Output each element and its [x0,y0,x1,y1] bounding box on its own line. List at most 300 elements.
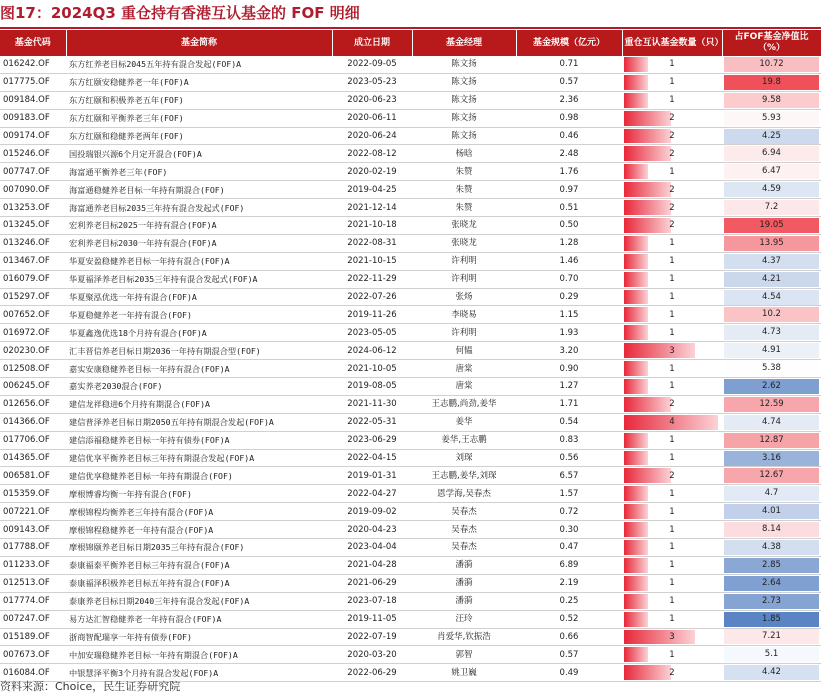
row-scale: 2.48 [516,145,622,163]
table-row [0,217,821,235]
row-count: 1 [669,453,675,464]
row-count: 4 [669,417,675,428]
row-ratio: 10.2 [724,307,819,322]
row-ratio: 4.7 [724,486,819,501]
table-row [0,503,821,521]
row-date: 2019-09-02 [332,503,412,521]
row-ratio-cell [722,646,821,664]
row-manager: 唐棠 [412,378,516,396]
row-name: 泰康福泽积极养老目标五年持有混合(FOF)A [66,574,332,592]
table-row [0,199,821,217]
row-date: 2020-06-11 [332,109,412,127]
row-name: 东方红颐和稳健养老两年(FOF) [66,127,332,145]
row-ratio: 6.94 [724,146,819,161]
row-scale: 0.56 [516,449,622,467]
row-count: 1 [669,435,675,446]
row-date: 2020-06-24 [332,127,412,145]
row-count-cell [622,360,722,378]
row-code: 007221.OF [0,503,66,521]
row-name: 建信普泽养老目标日期2050五年持有期混合发起(FOF)A [66,413,332,431]
row-count-cell [622,485,722,503]
table-row [0,485,821,503]
row-count-cell [622,306,722,324]
row-count-cell [622,73,722,91]
row-ratio-cell [722,181,821,199]
row-ratio: 4.73 [724,325,819,340]
row-ratio: 2.62 [724,379,819,394]
table-row [0,342,821,360]
row-ratio-cell [722,628,821,646]
row-count: 1 [669,524,675,535]
row-manager: 李晓易 [412,306,516,324]
row-ratio-cell [722,539,821,557]
row-ratio: 4.21 [724,272,819,287]
row-name: 中银慧泽平衡3个月持有混合发起(FOF)A [66,664,332,682]
row-code: 009174.OF [0,127,66,145]
row-scale: 1.76 [516,163,622,181]
row-count-cell [622,521,722,539]
row-code: 015297.OF [0,288,66,306]
row-count: 1 [669,649,675,660]
table-row [0,467,821,485]
header-ratio: 占FOF基金净值比（%） [722,30,821,56]
row-ratio-cell [722,664,821,682]
row-manager: 何韫 [412,342,516,360]
row-name: 浙商智配瑞享一年持有债券(FOF) [66,628,332,646]
row-count: 2 [669,148,675,159]
table-row [0,324,821,342]
row-manager: 许利明 [412,324,516,342]
row-count-cell [622,395,722,413]
row-date: 2022-07-26 [332,288,412,306]
row-ratio: 19.8 [724,75,819,90]
row-count-cell [622,664,722,682]
row-count: 1 [669,506,675,517]
row-code: 009143.OF [0,521,66,539]
row-ratio: 5.1 [724,647,819,662]
row-ratio-cell [722,109,821,127]
row-date: 2019-04-25 [332,181,412,199]
row-ratio: 4.37 [724,254,819,269]
row-manager: 姜华 [412,413,516,431]
row-ratio-cell [722,217,821,235]
row-name: 海富通养老目标2035三年持有混合发起式(FOF) [66,199,332,217]
row-count: 2 [669,470,675,481]
row-ratio: 4.54 [724,290,819,305]
row-count: 2 [669,113,675,124]
row-manager: 陈文扬 [412,91,516,109]
row-ratio: 13.95 [724,236,819,251]
row-code: 007673.OF [0,646,66,664]
row-count-cell [622,288,722,306]
row-name: 泰康福泰平衡养老目标三年持有混合(FOF)A [66,556,332,574]
row-code: 009183.OF [0,109,66,127]
row-manager: 陈文扬 [412,73,516,91]
row-count-cell [622,342,722,360]
table-row [0,556,821,574]
row-count: 1 [669,95,675,106]
row-code: 013467.OF [0,252,66,270]
table-body [0,56,821,682]
row-ratio: 2.73 [724,594,819,609]
row-ratio-cell [722,360,821,378]
row-manager: 许利明 [412,270,516,288]
row-name: 宏利养老目标2025一年持有混合(FOF)A [66,217,332,235]
row-scale: 1.93 [516,324,622,342]
row-name: 嘉实安康稳健养老目标一年持有混合(FOF)A [66,360,332,378]
row-name: 海富通稳健养老目标一年持有期混合(FOF) [66,181,332,199]
row-ratio-cell [722,503,821,521]
row-ratio: 19.05 [724,218,819,233]
row-count-cell [622,574,722,592]
row-scale: 1.71 [516,395,622,413]
row-ratio-cell [722,610,821,628]
row-name: 东方红颐和积极养老五年(FOF) [66,91,332,109]
row-name: 易方达汇智稳健养老一年持有混合(FOF)A [66,610,332,628]
row-manager: 潘漪 [412,574,516,592]
row-scale: 3.20 [516,342,622,360]
row-code: 012508.OF [0,360,66,378]
source-note: 资料来源：Choice，民生证券研究院 [0,680,181,693]
row-ratio-cell [722,467,821,485]
table-row [0,163,821,181]
row-date: 2022-09-05 [332,56,412,73]
row-manager: 杨晗 [412,145,516,163]
row-name: 建信优享稳健养老目标一年持有期混合(FOF) [66,467,332,485]
row-count: 1 [669,578,675,589]
table-row [0,628,821,646]
row-ratio-cell [722,145,821,163]
row-ratio: 6.47 [724,164,819,179]
row-ratio-cell [722,199,821,217]
row-count: 2 [669,220,675,231]
row-ratio-cell [722,485,821,503]
row-manager: 潘漪 [412,592,516,610]
row-code: 017774.OF [0,592,66,610]
row-ratio: 4.74 [724,415,819,430]
row-count: 1 [669,59,675,70]
row-count-cell [622,270,722,288]
row-count-cell [622,145,722,163]
row-code: 009184.OF [0,91,66,109]
row-count-cell [622,56,722,73]
row-code: 015246.OF [0,145,66,163]
row-count-cell [622,91,722,109]
row-code: 017788.OF [0,539,66,557]
row-date: 2023-05-23 [332,73,412,91]
row-code: 007247.OF [0,610,66,628]
row-manager: 王志鹏,姜华,刘琛 [412,467,516,485]
row-ratio-cell [722,91,821,109]
row-ratio-cell [722,270,821,288]
row-count: 1 [669,77,675,88]
row-ratio: 5.93 [724,111,819,126]
row-scale: 0.51 [516,199,622,217]
header-manager: 基金经理 [412,30,516,56]
row-scale: 0.72 [516,503,622,521]
row-count-cell [622,127,722,145]
row-ratio: 4.38 [724,540,819,555]
row-manager: 郭智 [412,646,516,664]
row-scale: 0.46 [516,127,622,145]
row-name: 建信添福稳健养老目标一年持有债券(FOF)A [66,431,332,449]
row-scale: 0.83 [516,431,622,449]
row-ratio: 3.16 [724,451,819,466]
row-code: 007747.OF [0,163,66,181]
row-count: 1 [669,274,675,285]
row-ratio-cell [722,521,821,539]
row-code: 016079.OF [0,270,66,288]
row-code: 007652.OF [0,306,66,324]
row-ratio: 1.85 [724,612,819,627]
table-row [0,270,821,288]
row-count-cell [622,378,722,396]
row-scale: 0.52 [516,610,622,628]
row-date: 2019-11-05 [332,610,412,628]
row-date: 2020-04-23 [332,521,412,539]
row-date: 2022-04-27 [332,485,412,503]
row-count: 2 [669,184,675,195]
row-ratio-cell [722,127,821,145]
row-count-cell [622,646,722,664]
row-manager: 汪玲 [412,610,516,628]
row-ratio: 5.38 [724,361,819,376]
row-name: 华夏福泽养老目标2035三年持有混合发起式(FOF)A [66,270,332,288]
row-code: 014365.OF [0,449,66,467]
row-scale: 0.57 [516,73,622,91]
row-scale: 1.57 [516,485,622,503]
fof-detail-table [0,30,821,682]
row-name: 汇丰晋信养老目标日期2036一年持有期混合型(FOF) [66,342,332,360]
row-ratio-cell [722,574,821,592]
row-code: 014366.OF [0,413,66,431]
table-row [0,610,821,628]
table-row [0,145,821,163]
row-date: 2022-11-29 [332,270,412,288]
row-manager: 吴春杰 [412,521,516,539]
row-ratio-cell [722,252,821,270]
row-code: 013245.OF [0,217,66,235]
row-date: 2021-04-28 [332,556,412,574]
row-count-cell [622,163,722,181]
row-manager: 许利明 [412,252,516,270]
row-count: 2 [669,202,675,213]
row-scale: 0.90 [516,360,622,378]
row-manager: 朱赞 [412,163,516,181]
row-date: 2021-12-14 [332,199,412,217]
row-count: 1 [669,542,675,553]
row-count: 1 [669,166,675,177]
row-count-cell [622,252,722,270]
title-divider [0,27,821,29]
row-ratio: 10.72 [724,57,819,72]
row-name: 东方红养老目标2045五年持有混合发起(FOF)A [66,56,332,73]
row-ratio-cell [722,56,821,73]
row-ratio-cell [722,592,821,610]
row-count: 1 [669,292,675,303]
row-count-cell [622,592,722,610]
row-name: 东方红颐安稳健养老一年(FOF)A [66,73,332,91]
row-code: 007090.OF [0,181,66,199]
row-ratio-cell [722,163,821,181]
row-date: 2021-10-18 [332,217,412,235]
row-name: 华夏稳健养老一年持有混合(FOF) [66,306,332,324]
row-count: 1 [669,363,675,374]
row-ratio-cell [722,449,821,467]
row-count: 1 [669,381,675,392]
row-count-cell [622,109,722,127]
row-manager: 潘漪 [412,556,516,574]
row-manager: 张晓龙 [412,234,516,252]
row-count-cell [622,324,722,342]
row-count-cell [622,234,722,252]
row-scale: 1.27 [516,378,622,396]
row-code: 012656.OF [0,395,66,413]
table-header-row [0,30,821,56]
row-ratio-cell [722,234,821,252]
row-ratio: 12.67 [724,468,819,483]
page-title: 图17：2024Q3 重仓持有香港互认基金的 FOF 明细 [0,4,360,22]
row-code: 012513.OF [0,574,66,592]
row-code: 006581.OF [0,467,66,485]
row-code: 011233.OF [0,556,66,574]
row-date: 2022-06-29 [332,664,412,682]
row-count: 1 [669,596,675,607]
row-manager: 朱赞 [412,199,516,217]
row-count-cell [622,199,722,217]
row-code: 017775.OF [0,73,66,91]
row-ratio: 12.59 [724,397,819,412]
table-row [0,413,821,431]
table-row [0,592,821,610]
table-row [0,395,821,413]
row-manager: 朱赞 [412,181,516,199]
table-row [0,127,821,145]
row-code: 006245.OF [0,378,66,396]
row-name: 华夏聚泓优选一年持有混合(FOF)A [66,288,332,306]
table-row [0,646,821,664]
table-row [0,56,821,73]
row-name: 东方红颐和平衡养老三年(FOF) [66,109,332,127]
table-row [0,378,821,396]
row-name: 华夏鑫逸优选18个月持有混合(FOF)A [66,324,332,342]
row-date: 2021-11-30 [332,395,412,413]
row-code: 015359.OF [0,485,66,503]
row-ratio-cell [722,288,821,306]
row-count: 2 [669,667,675,678]
row-scale: 0.66 [516,628,622,646]
row-scale: 6.89 [516,556,622,574]
row-manager: 刘琛 [412,449,516,467]
row-count: 1 [669,488,675,499]
row-count-cell [622,610,722,628]
row-count-cell [622,431,722,449]
row-date: 2023-05-05 [332,324,412,342]
row-scale: 0.47 [516,539,622,557]
row-manager: 陈文扬 [412,109,516,127]
table-row [0,73,821,91]
row-date: 2020-02-19 [332,163,412,181]
row-manager: 吴春杰 [412,539,516,557]
row-name: 泰康养老目标日期2040三年持有混合发起(FOF)A [66,592,332,610]
row-date: 2020-03-20 [332,646,412,664]
row-date: 2020-06-23 [332,91,412,109]
row-ratio: 7.2 [724,200,819,215]
row-count-cell [622,539,722,557]
row-count-cell [622,181,722,199]
row-count-cell [622,556,722,574]
row-date: 2019-08-05 [332,378,412,396]
row-ratio-cell [722,342,821,360]
header-code: 基金代码 [0,30,66,56]
row-name: 国投瑞银兴源6个月定开混合(FOF)A [66,145,332,163]
row-ratio-cell [722,413,821,431]
row-count: 2 [669,399,675,410]
table-row [0,109,821,127]
row-code: 016084.OF [0,664,66,682]
row-name: 摩根博睿均衡一年持有混合(FOF) [66,485,332,503]
row-count: 2 [669,131,675,141]
row-ratio-cell [722,324,821,342]
row-name: 华夏安盈稳健养老目标一年持有混合(FOF)A [66,252,332,270]
row-count-cell [622,503,722,521]
row-name: 中加安瑞稳健养老目标一年持有期混合(FOF)A [66,646,332,664]
header-date: 成立日期 [332,30,412,56]
row-name: 宏利养老目标2030一年持有混合(FOF)A [66,234,332,252]
row-manager: 陈文扬 [412,127,516,145]
table-row [0,431,821,449]
header-name: 基金简称 [66,30,332,56]
row-date: 2022-07-19 [332,628,412,646]
row-scale: 0.30 [516,521,622,539]
row-count: 1 [669,560,675,571]
row-count: 1 [669,327,675,338]
row-count: 1 [669,614,675,625]
row-manager: 姚卫巍 [412,664,516,682]
row-ratio-cell [722,395,821,413]
row-ratio: 4.42 [724,665,819,680]
row-manager: 姜华,王志鹏 [412,431,516,449]
header-count: 重仓互认基金数量（只） [622,30,722,56]
row-date: 2022-04-15 [332,449,412,467]
row-scale: 0.50 [516,217,622,235]
row-manager: 王志鹏,尚劲,姜华 [412,395,516,413]
row-manager: 唐棠 [412,360,516,378]
row-count: 3 [669,345,675,356]
row-code: 013246.OF [0,234,66,252]
row-date: 2024-06-12 [332,342,412,360]
row-scale: 0.97 [516,181,622,199]
row-scale: 0.25 [516,592,622,610]
row-ratio: 4.59 [724,182,819,197]
row-code: 017706.OF [0,431,66,449]
table-row [0,521,821,539]
row-ratio: 12.87 [724,433,819,448]
table-row [0,252,821,270]
row-scale: 2.36 [516,91,622,109]
row-manager: 张炀 [412,288,516,306]
row-ratio-cell [722,431,821,449]
table-row [0,449,821,467]
row-scale: 0.29 [516,288,622,306]
table-row [0,360,821,378]
row-code: 016972.OF [0,324,66,342]
row-ratio: 2.85 [724,558,819,573]
row-date: 2021-06-29 [332,574,412,592]
table-row [0,574,821,592]
row-ratio-cell [722,306,821,324]
row-ratio: 9.58 [724,93,819,108]
